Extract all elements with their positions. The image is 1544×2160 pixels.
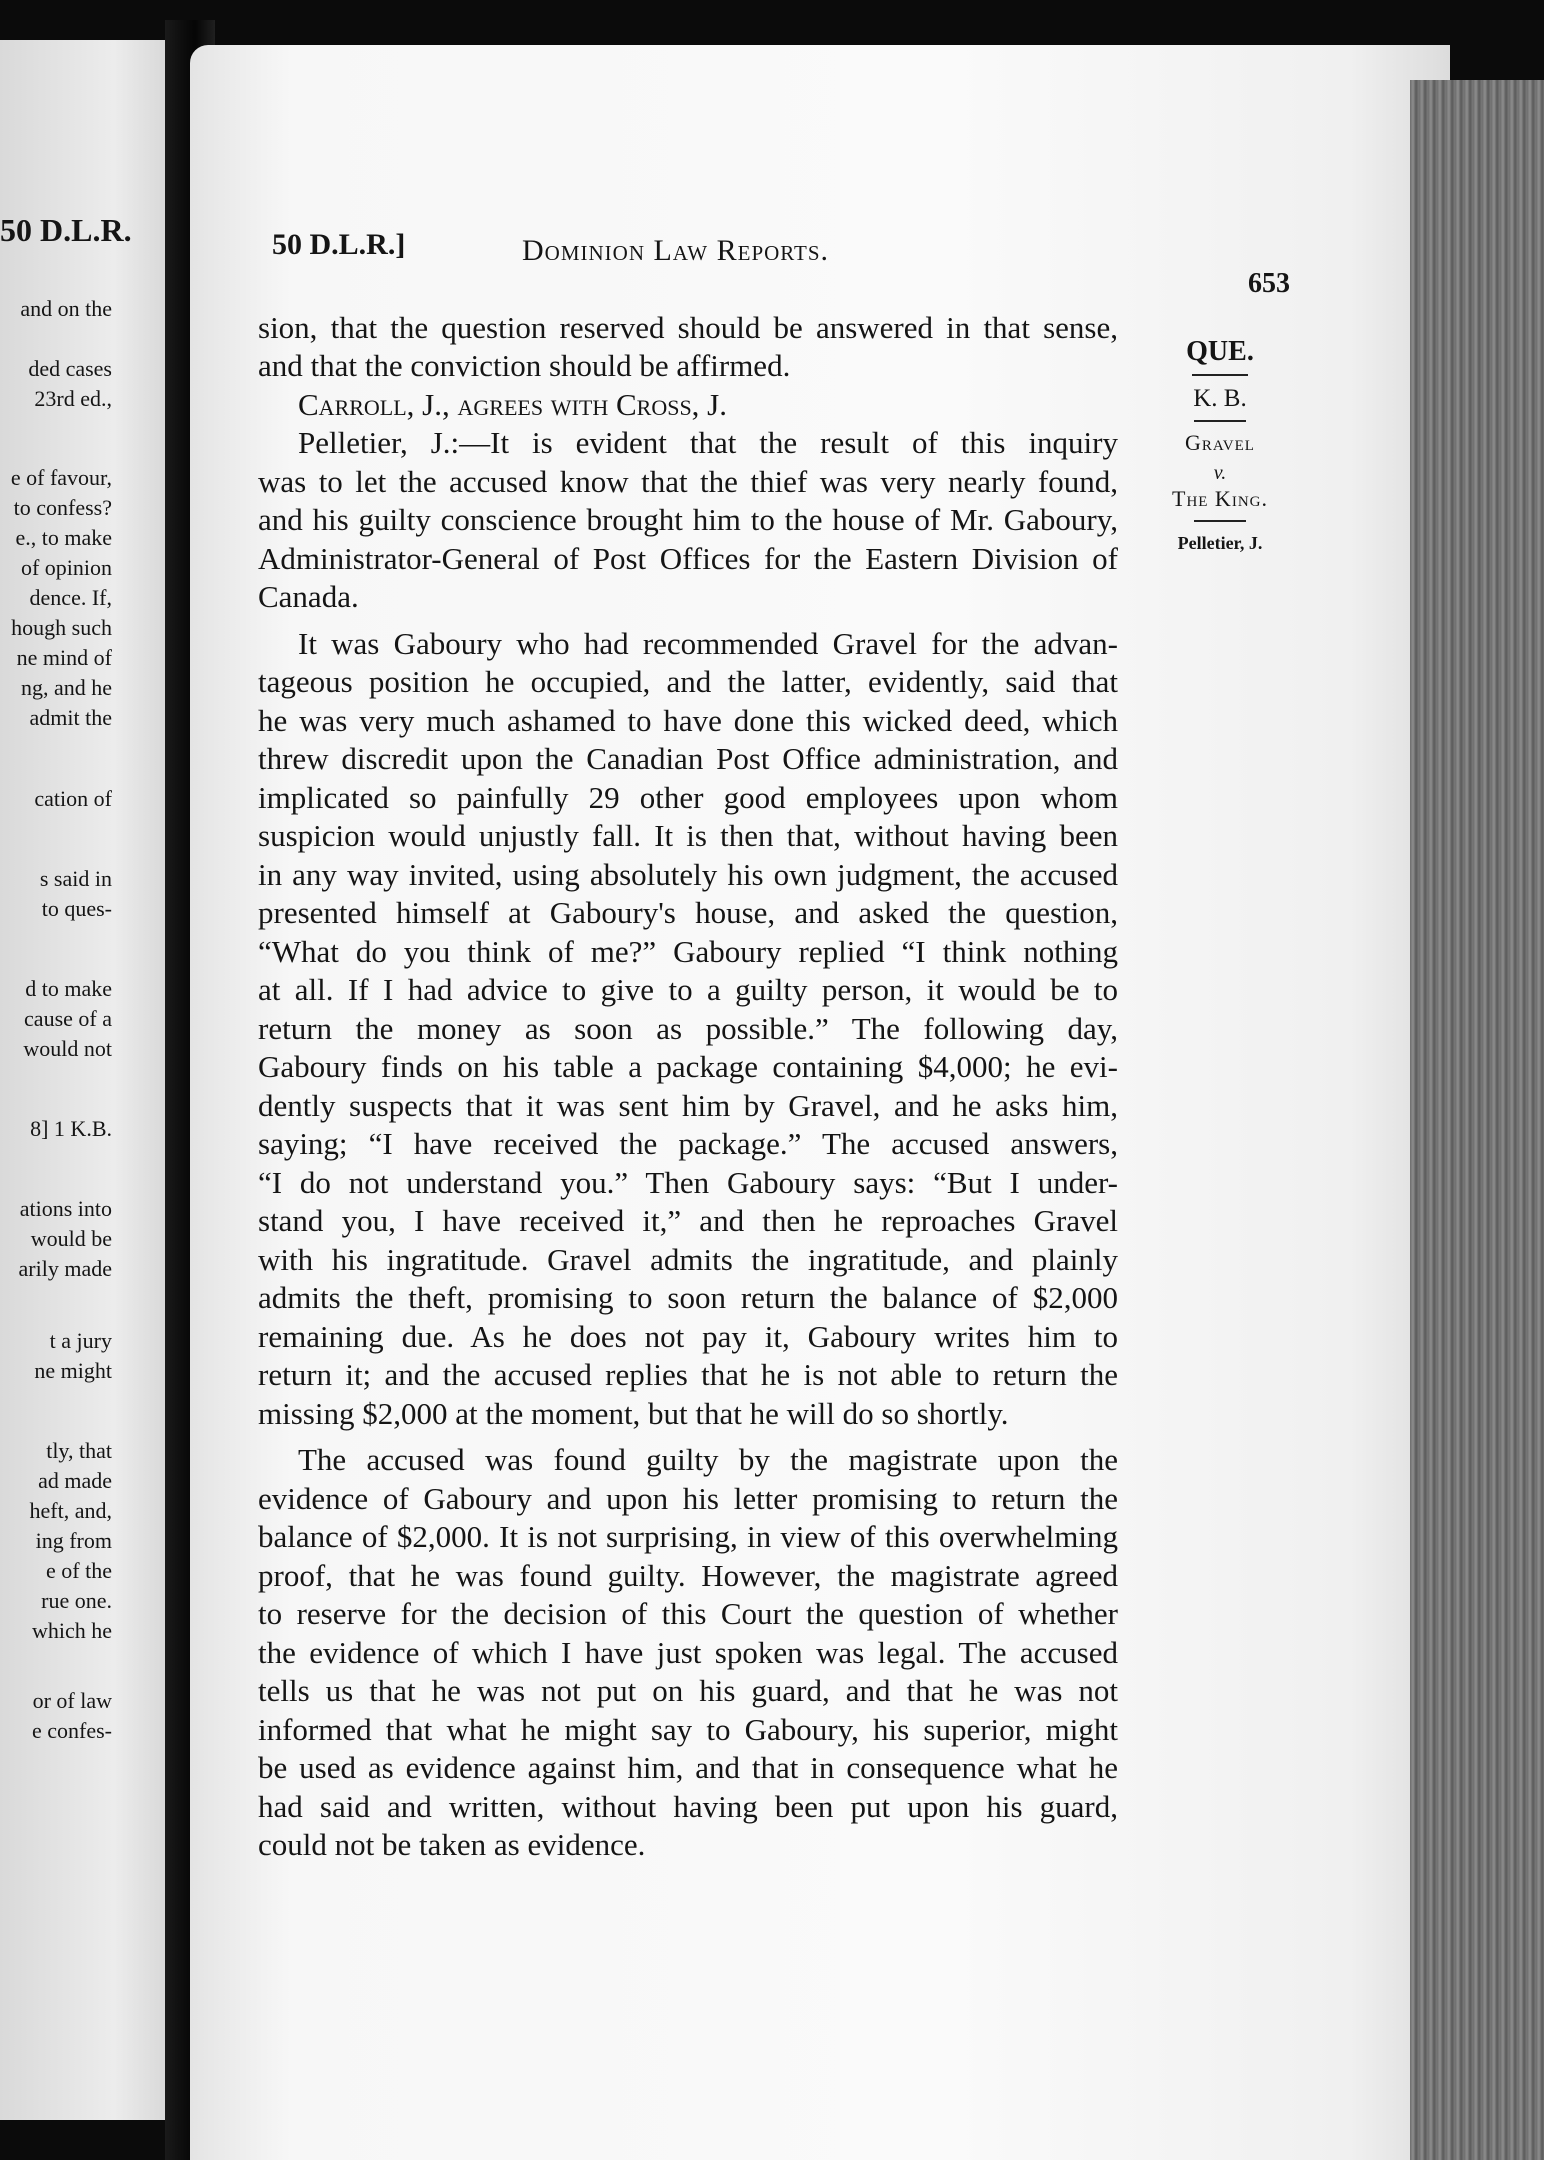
body-line: admits the theft, promising to soon return the balance of $2,000: [258, 1280, 1118, 1315]
facing-page-line: hough such: [11, 615, 112, 640]
body-line: saying; “I have received the package.” The accused answers,: [258, 1126, 1118, 1161]
body-line: informed that what he might say to Gaboury, his superior, might: [258, 1712, 1118, 1747]
running-header-title: [522, 234, 829, 268]
body-line: to reserve for the decision of this Court the question of whether: [258, 1596, 1118, 1631]
facing-page-line: 8] 1 K.B.: [30, 1116, 112, 1141]
body-line: the evidence of which I have just spoken was legal. The accused: [258, 1635, 1118, 1670]
facing-page-header: 50 D.L.R.: [0, 212, 132, 248]
body-line: could not be taken as evidence.: [258, 1827, 646, 1862]
body-line: Carroll, J., agrees with Cross, J.: [298, 387, 727, 422]
facing-page-line: s said in: [39, 866, 112, 891]
body-line: be used as evidence against him, and that in consequence what he: [258, 1750, 1118, 1785]
facing-page-line: would not: [23, 1036, 112, 1061]
body-line: was to let the accused know that the thief was very nearly found,: [258, 464, 1118, 499]
body-line: proof, that he was found guilty. However, the magistrate agreed: [258, 1558, 1118, 1593]
body-line: return it; and the accused replies that he is not able to return the: [258, 1357, 1118, 1392]
body-line: The accused was found guilty by the magistrate upon the: [298, 1442, 1118, 1477]
facing-page-line: d to make: [25, 976, 112, 1001]
body-line: sion, that the question reserved should be answered in that sense,: [258, 310, 1118, 345]
body-line: suspicion would unjustly fall. It is then that, without having been: [258, 818, 1118, 853]
page-edges: [1410, 80, 1544, 2160]
body-line: with his ingratitude. Gravel admits the ingratitude, and plainly: [258, 1242, 1118, 1277]
body-line: stand you, I have received it,” and then he reproaches Gravel: [258, 1203, 1118, 1238]
facing-page-line: 23rd ed.,: [34, 386, 112, 411]
body-line: Canada.: [258, 579, 359, 614]
body-line: in any way invited, using absolutely his own judgment, the accused: [258, 857, 1118, 892]
facing-page-line: to confess?: [13, 495, 112, 520]
facing-page-line: which he: [31, 1618, 112, 1643]
facing-page-line: heft, and,: [29, 1498, 112, 1523]
body-line: tageous position he occupied, and the latter, evidently, said that: [258, 664, 1118, 699]
facing-page-line: ded cases: [28, 356, 112, 381]
facing-page-line: tly, that: [46, 1438, 112, 1463]
body-line: remaining due. As he does not pay it, Gaboury writes him to: [258, 1319, 1118, 1354]
facing-page-line: to ques-: [41, 896, 112, 921]
facing-page-line: of opinion: [20, 555, 112, 580]
facing-page-line: t a jury: [49, 1328, 112, 1353]
body-line: implicated so painfully 29 other good employees upon whom: [258, 780, 1118, 815]
page-number: 653: [1248, 268, 1290, 299]
body-line: Administrator-General of Post Offices for the Eastern Division of: [258, 541, 1118, 576]
facing-page-line: ations into: [19, 1196, 112, 1221]
sidenote-party-2: The King.: [1172, 486, 1268, 511]
facing-page-line: ne mind of: [16, 645, 112, 670]
facing-page-line: ne might: [34, 1358, 112, 1383]
facing-page-line: e confes-: [31, 1718, 112, 1743]
facing-page: [0, 40, 190, 2120]
facing-page-line: e of the: [46, 1558, 112, 1583]
body-line: “I do not understand you.” Then Gaboury says: “But I under-: [258, 1165, 1118, 1200]
facing-page-line: ad made: [38, 1468, 112, 1493]
sidenote-rule: [1192, 374, 1248, 376]
body-line: It was Gaboury who had recommended Gravel for the advan-: [298, 626, 1118, 661]
facing-page-line: would be: [30, 1226, 112, 1251]
facing-page-line: admit the: [29, 705, 112, 730]
sidenote-division: K. B.: [1193, 385, 1247, 412]
body-line: missing $2,000 at the moment, but that he will do so shortly.: [258, 1396, 1009, 1431]
sidenote-court: QUE.: [1186, 336, 1254, 367]
facing-page-line: arily made: [18, 1256, 112, 1281]
body-line: “What do you think of me?” Gaboury replied “I think nothing: [258, 934, 1118, 969]
sidenote-judge: Pelletier, J.: [1177, 533, 1263, 553]
body-line: balance of $2,000. It is not surprising, in view of this overwhelming: [258, 1519, 1118, 1554]
facing-page-line: cation of: [34, 786, 112, 811]
body-line: and his guilty conscience brought him to the house of Mr. Gaboury,: [258, 502, 1118, 537]
body-line: had said and written, without having been put upon his guard,: [258, 1789, 1118, 1824]
running-header-volume: 50 D.L.R.]: [272, 228, 406, 261]
body-line: at all. If I had advice to give to a guilty person, it would be to: [258, 972, 1118, 1007]
body-line: return the money as soon as possible.” The following day,: [258, 1011, 1118, 1046]
facing-page-line: cause of a: [24, 1006, 112, 1031]
sidenote-rule: [1194, 420, 1246, 422]
sidenote-versus: v.: [1213, 462, 1227, 484]
body-line: dently suspects that it was sent him by Gravel, and he asks him,: [258, 1088, 1118, 1123]
facing-page-line: e of favour,: [10, 465, 112, 490]
body-line: Pelletier, J.:—It is evident that the result of this inquiry: [298, 425, 1118, 460]
facing-page-line: rue one.: [41, 1588, 112, 1613]
body-line: tells us that he was not put on his guard, and that he was not: [258, 1673, 1118, 1708]
sidenote-rule: [1194, 520, 1246, 522]
body-line: and that the conviction should be affirmed.: [258, 348, 791, 383]
sidenote-party-1: Gravel: [1185, 430, 1255, 455]
body-line: presented himself at Gaboury's house, and asked the question,: [258, 895, 1118, 930]
body-line: evidence of Gaboury and upon his letter promising to return the: [258, 1481, 1118, 1516]
body-line: he was very much ashamed to have done this wicked deed, which: [258, 703, 1118, 738]
facing-page-line: e., to make: [15, 525, 112, 550]
facing-page-line: or of law: [32, 1688, 112, 1713]
facing-page-line: ng, and he: [20, 675, 112, 700]
facing-page-line: dence. If,: [29, 585, 112, 610]
facing-page-line: ing from: [35, 1528, 112, 1553]
body-line: Gaboury finds on his table a package containing $4,000; he evi-: [258, 1049, 1118, 1084]
facing-page-line: and on the: [20, 296, 112, 321]
body-line: threw discredit upon the Canadian Post Office administration, and: [258, 741, 1118, 776]
header-title-text: Dominion Law Reports.: [522, 234, 830, 267]
